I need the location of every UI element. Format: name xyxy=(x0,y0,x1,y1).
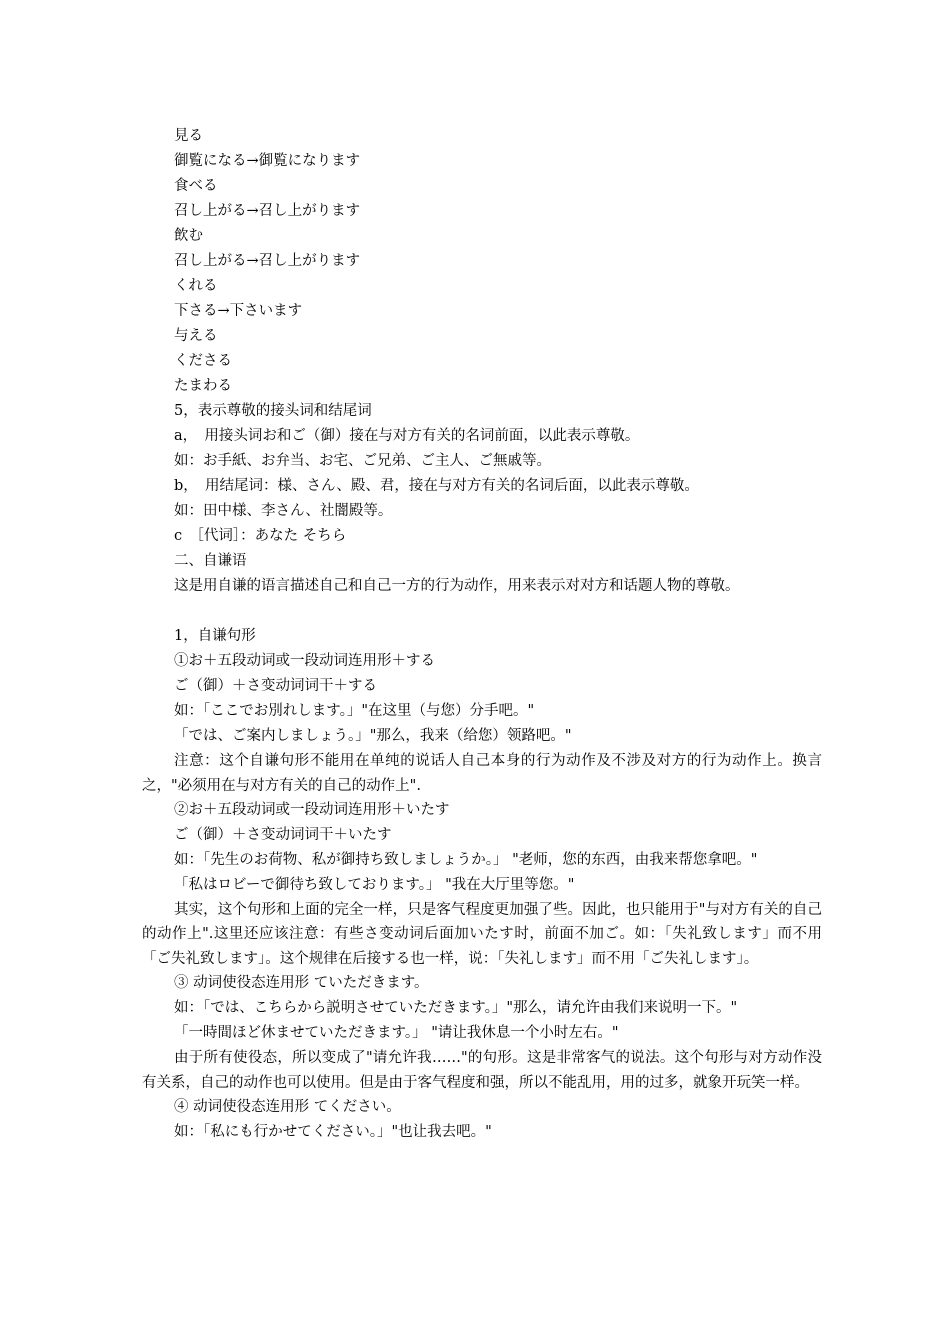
blank-line xyxy=(142,599,822,624)
text-line: 下さる→下さいます xyxy=(174,303,303,319)
text-line: くださる xyxy=(174,353,232,369)
text-line: ご（御）＋さ变动词词干＋する xyxy=(174,678,377,694)
paragraph: 如：「先生のお荷物、私が御持ち致しましょうか。」 "老师，您的东西，由我来帮您拿吧。" xyxy=(174,852,758,868)
text-line: 「一時間ほど休ませていただきます。」 "请让我休息一个小时左右。" xyxy=(174,1025,619,1041)
text-line: 如：「私にも行かせてください。」"也让我去吧。" xyxy=(174,1124,492,1140)
paragraph: 由于所有使役态，所以变成了"请允许我……"的句形。这是非常客气的说法。这个句形与对方动作没有关系，自己的动作也可以使用。但是由于客气程度和强，所以不能乱用，用的过多，就象开玩笑一样。 xyxy=(142,1050,822,1091)
text-line: ③ 动词使役态连用形 ていただきます。 xyxy=(174,975,429,991)
text-line: 「私はロビーで御待ち致しております。」 "我在大厅里等您。" xyxy=(174,876,575,893)
text-line: b， 用结尾词：様、さん、殿、君，接在与对方有关的名词后面，以此表示尊敬。 xyxy=(174,478,699,494)
text-line: ④ 动词使役态连用形 てください。 xyxy=(174,1099,401,1115)
text-line: くれる xyxy=(174,278,218,294)
document-page xyxy=(142,124,822,1145)
text-line: 食べる xyxy=(174,178,218,194)
text-line: ②お＋五段动词或一段动词连用形＋いたす xyxy=(174,802,450,818)
text-line: a， 用接头词お和ご（御）接在与对方有关的名词前面，以此表示尊敬。 xyxy=(174,428,640,444)
text-line: 如：「では、こちらから説明させていただきます。」"那么，请允许由我们来说明一下。" xyxy=(174,1000,738,1016)
text-line: 与える xyxy=(174,328,218,344)
text-line: たまわる xyxy=(174,378,232,394)
text-line: 召し上がる→召し上がります xyxy=(174,203,361,219)
text-line: c ［代词］：あなた そちら xyxy=(174,528,347,544)
text-line: 見る xyxy=(174,128,203,144)
text-line: 如：「ここでお別れします。」"在这里（与您）分手吧。" xyxy=(174,703,535,719)
paragraph: 其实，这个句形和上面的完全一样，只是客气程度更加强了些。因此，也只能用于"与对方有关的自己的动作上".这里还应该注意：有些さ变动词后面加いたす时，前面不加ご。如：「失礼致します」而不用「ご失礼致します」。这个规律在后接する也一样，说：「失礼します」而不用「ご失礼します」。 xyxy=(142,901,822,967)
text-line: ご（御）＋さ变动词词干＋いたす xyxy=(174,827,392,843)
text-line: 召し上がる→召し上がります xyxy=(174,253,361,269)
text-line: 飲む xyxy=(174,228,203,244)
text-line: ①お＋五段动词或一段动词连用形＋する xyxy=(174,653,435,669)
text-line: 「では、ご案内しましょう。」"那么，我来（给您）领路吧。" xyxy=(174,728,572,744)
section-heading: 5，表示尊敬的接头词和结尾词 xyxy=(174,403,372,419)
text-line: 如：お手紙、お弁当、お宅、ご兄弟、ご主人、ご無戚等。 xyxy=(174,453,551,469)
subsection-heading: 1，自谦句形 xyxy=(174,628,256,644)
section-heading: 二、自谦语 xyxy=(174,553,247,569)
text-line: 如：田中様、李さん、社闇殿等。 xyxy=(174,503,393,519)
paragraph: 注意：这个自谦句形不能用在单纯的说话人自己本身的行为动作及不涉及对方的行为动作上。换言之，"必须用在与对方有关的自己的动作上". xyxy=(142,753,822,794)
paragraph: 这是用自谦的语言描述自己和自己一方的行为动作，用来表示对对方和话题人物的尊敬。 xyxy=(174,578,740,594)
text-line: 御覧になる→御覧になります xyxy=(174,153,361,169)
